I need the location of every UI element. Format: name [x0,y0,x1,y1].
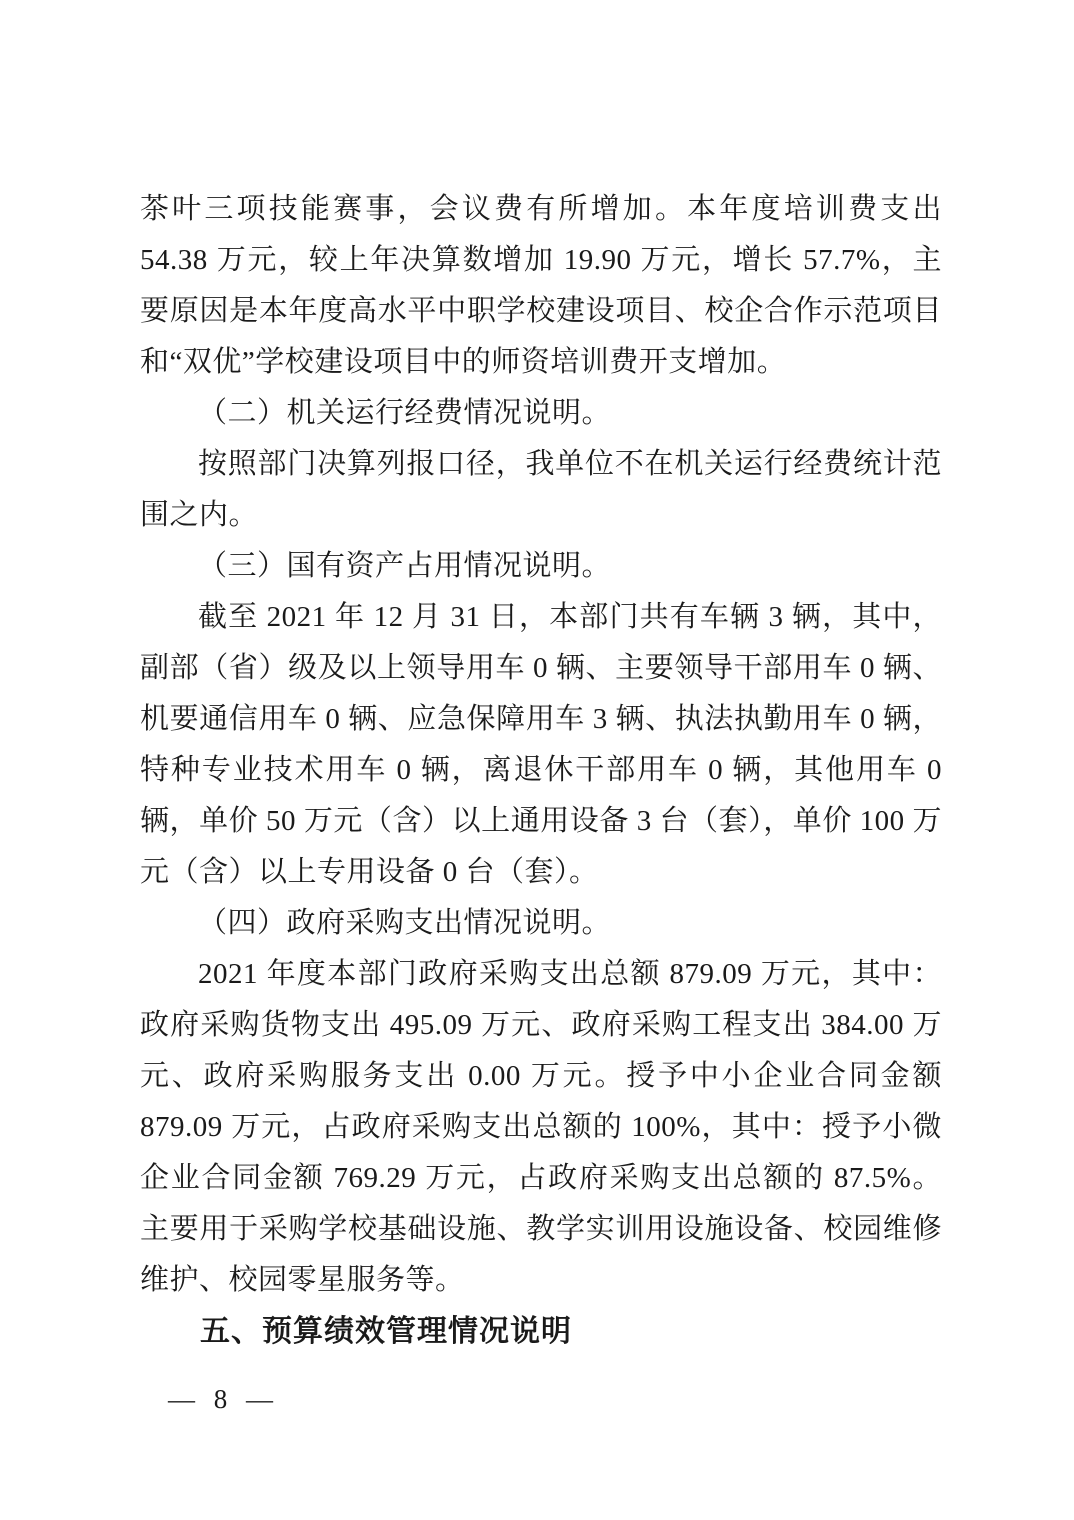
page-number: — 8 — [168,1384,279,1414]
paragraph-state-assets-vehicles: 截至 2021 年 12 月 31 日，本部门共有车辆 3 辆，其中，副部（省）级及以上领导用车 0 辆、主要领导干部用车 0 辆、机要通信用车 0 辆、应急保障用车 3 辆、执法执勤用车 0 辆，特种专业技术用车 0 辆，离退休干部用车 0 辆，其他用车 0 辆，单价 50 万元（含）以上通用设备 3 台（套），单价 100 万元（含）以上专用设备 0 台（套）。 [140,601,942,888]
paragraph-training-fee-explanation: 茶叶三项技能赛事，会议费有所增加。本年度培训费支出 54.38 万元，较上年决算数增加 19.90 万元，增长 57.7%，主要原因是本年度高水平中职学校建设项目、校企合作示范项目和“双优”学校建设项目中的师资培训费开支增加。 [140,193,942,378]
section-heading-budget-performance: 五、预算绩效管理情况说明 [200,1315,572,1348]
paragraph-agency-operating-expense: 按照部门决算列报口径，我单位不在机关运行经费统计范围之内。 [140,448,942,531]
section-heading-government-procurement: （四）政府采购支出情况说明。 [198,907,612,939]
paragraph-government-procurement: 2021 年度本部门政府采购支出总额 879.09 万元，其中：政府采购货物支出 495.09 万元、政府采购工程支出 384.00 万元、政府采购服务支出 0.00 万元。授予中小企业合同金额 879.09 万元，占政府采购支出总额的 100%，其中：授予小微企业合同金额 769.29 万元，占政府采购支出总额的 87.5%。主要用于采购学校基础设施、教学实训用设施设备、校园维修维护、校园零星服务等。 [140,958,942,1296]
section-heading-state-assets: （三）国有资产占用情况说明。 [198,550,612,582]
document-body [140,184,942,1357]
section-heading-agency-operating-expense: （二）机关运行经费情况说明。 [198,397,612,429]
